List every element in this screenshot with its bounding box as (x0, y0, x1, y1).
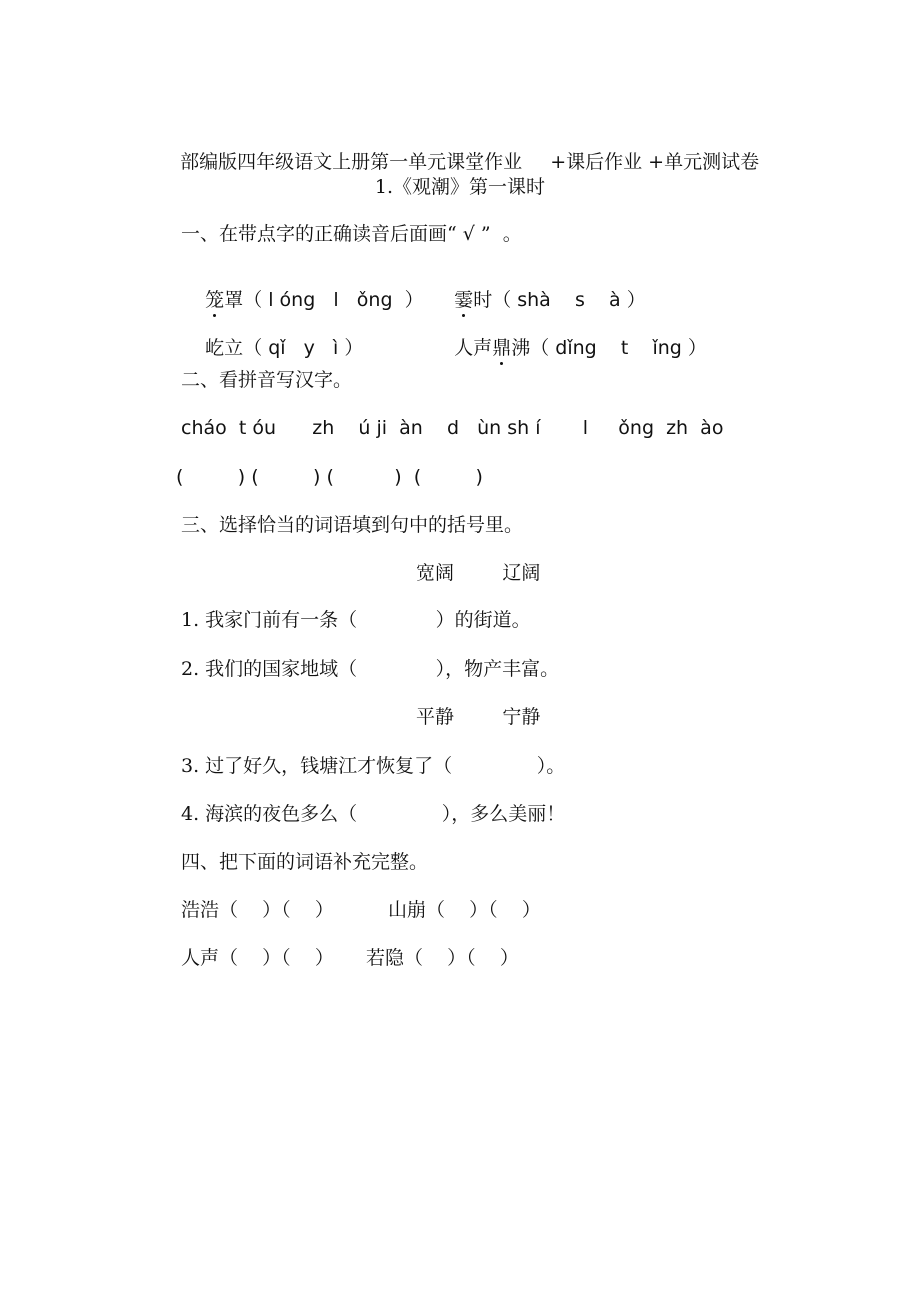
plain-word: 人声 (454, 337, 493, 359)
q1-heading: 一、在带点字的正确读音后面画“ √ ” 。 (181, 223, 522, 245)
pinyin-options: （ dǐng t ǐng ） (530, 337, 707, 359)
plain-char: 沸 (511, 337, 531, 359)
dotted-char: 笼 (205, 289, 225, 311)
q2-answer-blanks: ( ) ( ) ( ) ( ) (176, 466, 483, 488)
q3-sentence-3: 3. 过了好久，钱塘江才恢复了（ ）。 (181, 755, 566, 777)
q4-row2-item-b: 若隐（ ）（ ） (366, 947, 519, 969)
q3-word-options-1: 宽阔 辽阔 (416, 562, 541, 584)
q1-row2-item-b (430, 312, 707, 384)
lesson-title: 1.《观潮》第一课时 (374, 176, 546, 198)
pinyin-options: （ l óng l ǒng ） (243, 289, 424, 311)
plain-char: 罩 (224, 289, 244, 311)
q4-heading: 四、把下面的词语补充完整。 (181, 851, 429, 873)
q4-row1-item-b: 山崩（ ）（ ） (388, 899, 541, 921)
q2-heading: 二、看拼音写汉字。 (181, 369, 353, 391)
pinyin-options: （ shà s à ） (492, 289, 646, 311)
plain-word: 屹立 (205, 337, 244, 359)
dotted-char: 鼎 (492, 337, 512, 359)
plain-char: 时 (473, 289, 493, 311)
q4-row1-item-a: 浩浩（ ）（ ） (181, 899, 334, 921)
pinyin-options: （ qǐ y ì ） (243, 337, 364, 359)
title-part-2: +课后作业 +单元测试卷 (550, 151, 760, 173)
q2-pinyin-line: cháo t óu zh ú ji àn d ùn sh í l ǒng zh ào (181, 417, 724, 439)
dotted-char: 霎 (454, 289, 474, 311)
q3-sentence-4: 4. 海滨的夜色多么（ ），多么美丽！ (181, 803, 566, 825)
q3-sentence-1: 1. 我家门前有一条（ ）的街道。 (181, 609, 531, 631)
q3-sentence-2: 2. 我们的国家地域（ ），物产丰富。 (181, 658, 560, 680)
q4-row2-item-a: 人声（ ）（ ） (181, 947, 334, 969)
q3-heading: 三、选择恰当的词语填到句中的括号里。 (181, 514, 524, 536)
title-part-1: 部编版四年级语文上册第一单元课堂作业 (180, 151, 523, 173)
q3-word-options-2: 平静 宁静 (416, 706, 541, 728)
